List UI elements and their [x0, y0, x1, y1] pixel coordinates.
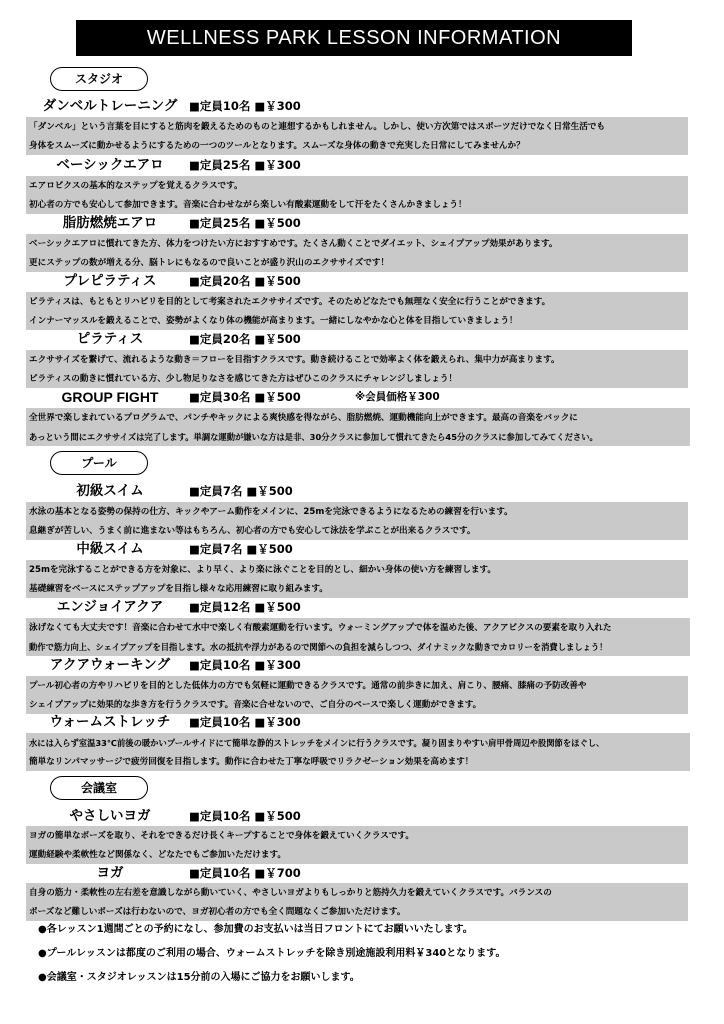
lesson-name: ダンベルトレーニング [42, 98, 178, 114]
lesson-header [0, 96, 724, 116]
lesson-name: 中級スイム [76, 541, 144, 557]
lesson-name: 初級スイム [76, 483, 144, 499]
notice-entry-time: ●会議室・スタジオレッスンは15分前の入場にご協力をお願いします。 [38, 972, 360, 983]
lesson-capacity-price: ■定員10名 ■￥300 [189, 99, 301, 113]
description-line: 簡単なリンパマッサージで疲労回復を目指します。動作に合わせた丁寧な呼吸でリラクゼーション効果を高めます！ [29, 757, 474, 767]
description-line: 25mを完泳することができる方を対象に、より早く、より楽に泳ぐことを目的とし、細かい身体の使い方を練習します。 [29, 565, 496, 575]
lesson-capacity-price: ■定員20名 ■￥500 [189, 274, 301, 288]
lesson-header [0, 539, 724, 559]
description-line: 更にステップの数が増える分、脳トレにもなるので良いことが盛り沢山のエクササイズです！ [29, 258, 390, 268]
lesson-capacity-price: ■定員10名 ■￥500 [189, 809, 301, 823]
lesson-name: ウォームストレッチ [49, 714, 171, 730]
description-line: あっという間にエクササイズは完了します。単調な運動が嫌いな方は是非、30分クラスに参加して慣れてきたら45分のクラスに参加してみてください。 [29, 432, 598, 442]
lesson-description [26, 408, 690, 446]
lesson-header [0, 806, 724, 826]
lesson-header [0, 863, 724, 883]
description-line: 全世界で楽しまれているプログラムで、パンチやキックによる爽快感を得ながら、脂肪燃焼、運動機能向上ができます。最高の音楽をバックに [29, 413, 578, 423]
lesson-capacity-price: ■定員10名 ■￥300 [189, 658, 301, 672]
lesson-name: 脂肪燃焼エアロ [62, 215, 158, 231]
notice-reservation: ●各レッスン1週間ごとの予約になし、参加費のお支払いは当日フロントにてお願いいたします。 [38, 924, 473, 935]
lesson-description [26, 176, 688, 214]
lesson-capacity-price: ■定員25名 ■￥300 [189, 158, 301, 172]
lesson-description [26, 502, 688, 540]
lesson-name: GROUP FIGHT [61, 389, 159, 405]
description-line: 身体をスムーズに動かせるようにするための一つのツールとなります。スムーズな身体の動きで充実した日常にしてみませんか？ [29, 141, 525, 151]
section-label-pool: プール [50, 451, 148, 475]
lesson-description [26, 560, 688, 598]
description-line: 運動経験や柔軟性など関係なく、どなたでもご参加いただけます。 [29, 850, 286, 860]
lesson-name: ピラティス [76, 331, 144, 347]
description-line: シェイプアップに効果的な歩き方を行うクラスです。音楽に合せないので、ご自分のペースで楽しく運動ができます。 [29, 700, 482, 710]
description-line: ピラティスは、もともとリハビリを目的として考案されたエクササイズです。そのためどなたでも無理なく安全に行うことができます。 [29, 297, 551, 307]
lesson-name: やさしいヨガ [69, 808, 151, 824]
section-label-meeting-room: 会議室 [50, 776, 148, 800]
lesson-capacity-price: ■定員30名 ■￥500 [189, 390, 301, 404]
member-price-note: ※会員価格￥300 [355, 391, 440, 403]
lesson-description [26, 618, 690, 656]
lesson-capacity-price: ■定員7名 ■￥500 [189, 542, 293, 556]
lesson-description [26, 883, 688, 921]
description-line: エアロビクスの基本的なステップを覚えるクラスです。 [29, 181, 243, 191]
lesson-description [26, 676, 688, 714]
lesson-description [26, 234, 688, 272]
description-line: 初心者の方でも安心して参加できます。音楽に合わせながら楽しい有酸素運動をして汗をたくさんかきましょう！ [29, 200, 467, 210]
description-line: 息継ぎが苦しい、うまく前に進まない等はもちろん、初心者の方でも安心して泳法を学ぶことが出来るクラスです。 [29, 526, 476, 536]
lesson-capacity-price: ■定員10名 ■￥300 [189, 715, 301, 729]
description-line: インナーマッスルを鍛えることで、姿勢がよくなり体の機能が高まります。一緒にしなやかな心と体を目指していきましょう！ [29, 316, 518, 326]
lesson-header [0, 387, 724, 407]
description-line: ポーズなど難しいポーズは行わないので、ヨガ初心者の方でも全く問題なくご参加いただけます。 [29, 907, 406, 917]
lesson-description [26, 292, 688, 330]
description-line: 水には入らず室温33℃前後の暖かいプールサイドにて簡単な静的ストレッチをメインに行うクラスです。凝り固まりやすい肩甲骨周辺や股関節をほぐし、 [29, 738, 605, 748]
lesson-header [0, 213, 724, 233]
lesson-description [26, 350, 688, 388]
section-label-studio: スタジオ [50, 67, 148, 91]
lesson-name: エンジョイアクア [56, 599, 164, 615]
page-title: WELLNESS PARK LESSON INFORMATION [76, 20, 632, 56]
lesson-capacity-price: ■定員12名 ■￥500 [189, 600, 301, 614]
lesson-header [0, 155, 724, 175]
description-line: 動作で筋力向上、シェイプアップを目指します。水の抵抗や浮力があるので関節への負担を減らしつつ、ダイナミックな動きでカロリーを消費しましょう！ [29, 642, 608, 652]
lesson-header [0, 712, 724, 732]
lesson-name: アクアウォーキング [49, 657, 171, 673]
lesson-capacity-price: ■定員25名 ■￥500 [189, 216, 301, 230]
description-line: エクササイズを繋げて、流れるような動き＝フローを目指すクラスです。動き続けることで効率よく体を鍛えられ、集中力が高まります。 [29, 355, 560, 365]
description-line: 水泳の基本となる姿勢の保持の仕方、キックやアーム動作をメインに、25mを完泳できるようになるための練習を行います。 [29, 507, 513, 517]
lesson-name: ヨガ [96, 865, 124, 881]
description-line: ベーシックエアロに慣れてきた方、体力をつけたい方におすすめです。たくさん動くことでダイエット、シェイプアップ効果があります。 [29, 239, 558, 249]
description-line: 「ダンベル」という言葉を目にすると筋肉を鍛えるためのものと連想するかもしれません。しかし、使い方次第ではスポーツだけでなく日常生活でも [29, 122, 606, 132]
description-line: ピラティスの動きに慣れている方、少し物足りなさを感じてきた方はぜひこのクラスにチャレンジしましょう！ [29, 374, 458, 384]
description-line: プール初心者の方やリハビリを目的とした低体力の方でも気軽に運動できるクラスです。通常の前歩きに加え、肩こり、腰痛、膝痛の予防改善や [29, 681, 587, 691]
lesson-description [26, 826, 688, 864]
description-line: ヨガの簡単なポーズを取り、それをできるだけ長くキープすることで身体を鍛えていくクラスです。 [29, 831, 414, 841]
description-line: 泳げなくても大丈夫です！音楽に合わせて水中で楽しく有酸素運動を行います。ウォーミングアップで体を温めた後、アクアビクスの要素を取り入れた [29, 623, 612, 633]
lesson-capacity-price: ■定員10名 ■￥700 [189, 866, 301, 880]
lesson-header [0, 329, 724, 349]
lesson-header [0, 655, 724, 675]
lesson-description [26, 733, 690, 771]
description-line: 自身の筋力・柔軟性の左右差を意識しながら動いていく、やさしいヨガよりもしっかりと筋持久力を鍛えていくクラスです。バランスの [29, 888, 552, 898]
lesson-header [0, 597, 724, 617]
lesson-name: プレピラティス [63, 273, 157, 289]
description-line: 基礎練習をベースにステップアップを目指し様々な応用練習に取り組みます。 [29, 584, 328, 594]
lesson-description [26, 117, 688, 155]
lesson-header [0, 271, 724, 291]
notice-pool-fee: ●プールレッスンは都度のご利用の場合、ウォームストレッチを除き別途施設利用料￥340となります。 [38, 948, 506, 959]
lesson-capacity-price: ■定員20名 ■￥500 [189, 332, 301, 346]
lesson-header [0, 481, 724, 501]
lesson-name: ベーシックエアロ [56, 157, 164, 173]
lesson-capacity-price: ■定員7名 ■￥500 [189, 484, 293, 498]
